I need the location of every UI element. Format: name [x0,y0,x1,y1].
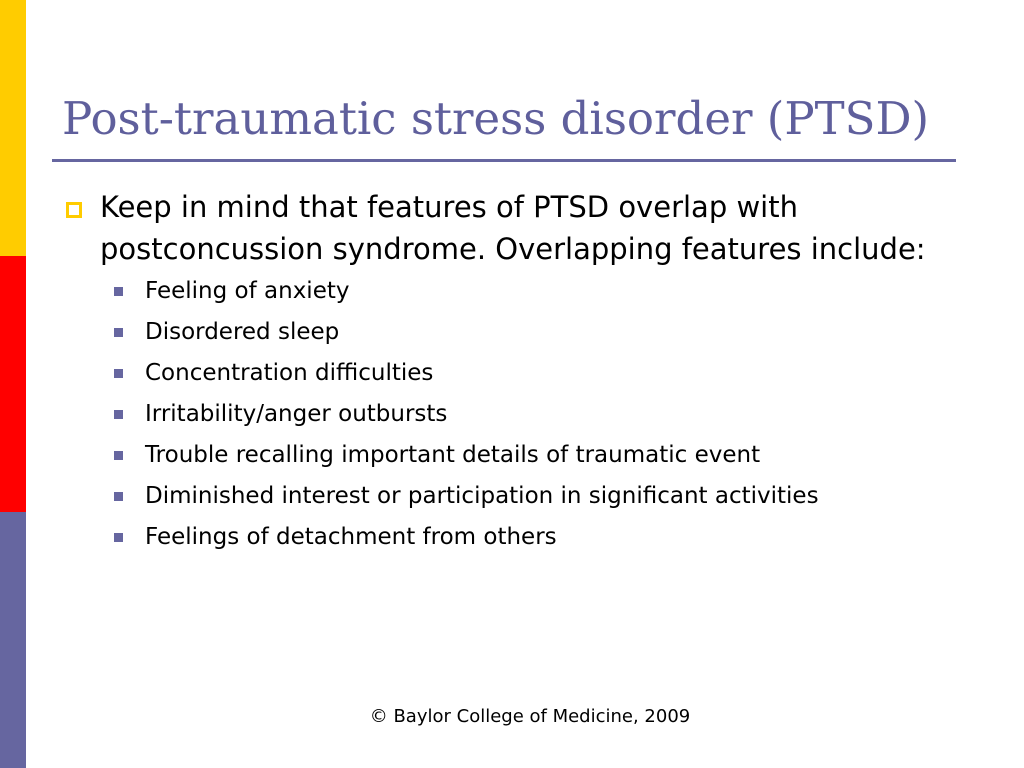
sub-bullet-item [145,356,865,390]
sub-bullet-item [145,274,865,308]
sub-bullet-text: Feelings of detachment from others [145,524,557,550]
filled-square-bullet-icon [114,328,123,337]
slide-title: Post-traumatic stress disorder (PTSD) [62,92,930,145]
slide-content [62,186,962,561]
side-bar-yellow [0,0,26,256]
filled-square-bullet-icon [114,410,123,419]
filled-square-bullet-icon [114,287,123,296]
filled-square-bullet-icon [114,533,123,542]
sub-bullet-item [145,397,865,431]
copyright-footer: © Baylor College of Medicine, 2009 [369,706,691,727]
main-bullet-point [62,186,962,270]
filled-square-bullet-icon [114,492,123,501]
sub-bullet-text: Concentration difficulties [145,360,434,386]
sub-bullet-text: Irritability/anger outbursts [145,401,448,427]
sub-bullet-item [145,479,865,513]
sub-bullet-text: Diminished interest or participation in significant activities [145,483,819,509]
sub-bullet-text: Feeling of anxiety [145,278,350,304]
sub-bullet-text: Trouble recalling important details of traumatic event [145,442,761,468]
sub-bullet-list [62,274,962,554]
title-divider [52,159,956,162]
hollow-square-bullet-icon [66,202,82,218]
side-bar-red [0,256,26,512]
sub-bullet-item [145,520,865,554]
filled-square-bullet-icon [114,451,123,460]
side-bar-blue [0,512,26,768]
sub-bullet-item [145,438,865,472]
sub-bullet-text: Disordered sleep [145,319,340,345]
main-bullet-text: Keep in mind that features of PTSD overlap with postconcussion syndrome. Overlapping features include: [100,190,926,266]
filled-square-bullet-icon [114,369,123,378]
sub-bullet-item [145,315,865,349]
